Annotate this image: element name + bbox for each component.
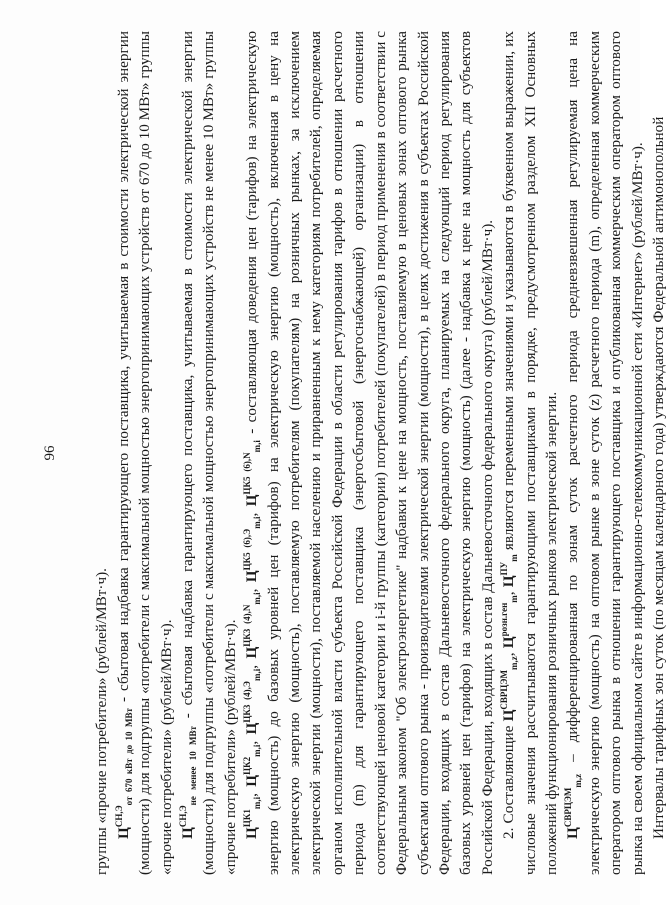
paragraph-lead: 2. Составляющие <box>500 720 518 839</box>
paragraph-text: – дифференцированная по зонам суток расчетного периода средневзвешенная регулируемая цена на электрическую энергию (мощность) на оптовом рынке в зоне суток (z) расчетного периода (m), определенная коммерческим оператором оптового рынка в отношении гарантирующего поставщика и опубликованная коммерческим оператором оптового рынка на своем официальном сайте в информационно-телекоммуникационной сети «Интернет» (рублей/МВт·ч). <box>564 30 646 875</box>
formula-symbol: $Ц^{ЦК3 (4),Э}_{m,i}$ <box>242 668 263 734</box>
formula-symbol: $Ц^{ЦК2}_{m,i}$ <box>242 744 263 787</box>
paragraph-5: 2. Составляющие $Ц^{СВРЦЭМ}_{m,z}$, $Ц^{розн.ген}_m$, $Ц^{ПУ}_m$ являются переменными значениями и указываются в буквенном выражении, их числовые значения рассчитываются гарантирующими поставщиками в порядке, предусмотренном разделом XII Основных положений функционирования розничных рынков электрической энергии. <box>499 30 560 875</box>
paragraph-text: являются переменными значениями и указываются в буквенном выражении, их числовые значения рассчитываются гарантирующими поставщиками в порядке, предусмотренном разделом XII Основных положений функционирования розничных рынков электрической энергии. <box>500 30 560 875</box>
paragraph-text: Интервалы тарифных зон суток (по месяцам календарного года) утверждаются Федеральной антимонопольной <box>649 116 667 839</box>
formula-symbol: $Ц^{СН,Э}_{не менее 10 МВт}$ <box>177 725 199 839</box>
document-page-rotated <box>40 23 667 883</box>
formula-symbol: $Ц^{ЦК3 (4),N}_{m,i}$ <box>242 591 263 659</box>
page-number: 96 <box>42 445 58 460</box>
paragraph-text: - сбытовая надбавка гарантирующего поставщика, учитываемая в стоимости электрической энергии (мощности) для подгруппы «потребители с максимальной мощностью энергопринимающих устройств не менее 10 МВт» группы «прочие потребители» (рублей/МВт·ч). <box>179 30 239 875</box>
formula-symbol: $Ц^{СН,Э}_{от 670 кВт до 10 МВт}$ <box>113 707 134 839</box>
paragraph-6 <box>562 31 648 875</box>
formula-symbol: $Ц^{СВРЦЭМ}_{m,z}$ <box>499 655 520 721</box>
formula-symbol: $Ц^{ЦК5 (6),Э}_{m,i}$ <box>242 515 263 582</box>
formula-symbol: $Ц^{СВРЦЭМ}_{m,z}$ <box>563 773 584 839</box>
formula-symbol: $Ц^{ЦК1}_{m,i}$ <box>242 796 263 839</box>
formula-symbol: $Ц^{ЦК5 (6),N}_{m,i}$ <box>242 439 263 506</box>
formula-symbol: $Ц^{розн.ген}_m$ <box>499 594 520 648</box>
paragraph-text: - сбытовая надбавка гарантирующего поставщика, учитываемая в стоимости электрической энергии (мощности) для подгруппы «потребители с максимальной мощностью энергопринимающих устройств от 670 до 10 МВт» группы «прочие потребители» (рублей/МВт·ч). <box>114 30 175 875</box>
paragraph-2 <box>113 31 177 875</box>
paragraph-3 <box>177 31 241 875</box>
paragraph-7 <box>648 31 669 875</box>
paragraph-text: группы «прочие потребители» (рублей/МВт·ч). <box>93 567 111 875</box>
paragraph-1 <box>91 31 112 875</box>
paragraph-4: $Ц^{ЦК1}_{m,i}$, $Ц^{ЦК2}_{m,i}$, $Ц^{ЦК3 (4),Э}_{m,i}$, $Ц^{ЦК3 (4),N}_{m,i}$, $Ц^{ЦК5 (6),Э}_{m,i}$, $Ц^{ЦК5 (6),N}_{m,i}$ - составляющая доведения цен (тарифов) на электрическую энергию (мощность) до базовых уровней цен (тарифов) на электрическую энергию (мощность), включенная в цену на электрическую энергию (мощность), поставляемую потребителям (покупателям) на розничных рынках, за исключением электрической энергии (мощности), поставляемой населению и приравненным к нему категориям потребителей, определяемая органом исполнительной власти субъекта Российской Федерации в области регулирования тарифов в отношении расчетного периода (m) для гарантирующего поставщика (энергосбытовой (энергоснабжающей) организации) в отношении соответствующей ценовой категории и i-й группы (категории) потребителей (покупателей) в период применения в соответствии с Федеральным законом "Об электроэнергетике" надбавки к цене на мощность, поставляемую в ценовых зонах оптового рынка субъектами оптового рынка - производителями электрической энергии (мощности), в целях достижения в субъектах Российской Федерации, входящих в состав Дальневосточного федерального округа, планируемых на следующий период регулирования базовых уровней цен (тарифов) на электрическую энергию (мощность) (далее - надбавка к цене на мощность для субъектов Российской Федерации, входящих в состав Дальневосточного федерального округа) (рублей/МВт·ч). <box>242 30 496 875</box>
paragraph-text: - составляющая доведения цен (тарифов) на электрическую энергию (мощность) до базовых уровней цен (тарифов) на электрическую энергию (мощность), включенная в цену на электрическую энергию (мощность), поставляемую потребителям (покупателям) на розничных рынках, за исключением электрической энергии (мощности), поставляемой населению и приравненным к нему категориям потребителей, определяемая органом исполнительной власти субъекта Российской Федерации в области регулирования тарифов в отношении расчетного периода (m) для гарантирующего поставщика (энергосбытовой (энергоснабжающей) организации) в отношении соответствующей ценовой категории и i-й группы (категории) потребителей (покупателей) в период применения в соответствии с Федеральным законом "Об электроэнергетике" надбавки к цене на мощность, поставляемую в ценовых зонах оптового рынка субъектами оптового рынка - производителями электрической энергии (мощности), в целях достижения в субъектах Российской Федерации, входящих в состав Дальневосточного федерального округа, планируемых на следующий период регулирования базовых уровней цен (тарифов) на электрическую энергию (мощность) (далее - надбавка к цене на мощность для субъектов Российской Федерации, входящих в состав Дальневосточного федерального округа) (рублей/МВт·ч). <box>243 30 496 875</box>
formula-symbol: $Ц^{ПУ}_m$ <box>499 553 520 587</box>
